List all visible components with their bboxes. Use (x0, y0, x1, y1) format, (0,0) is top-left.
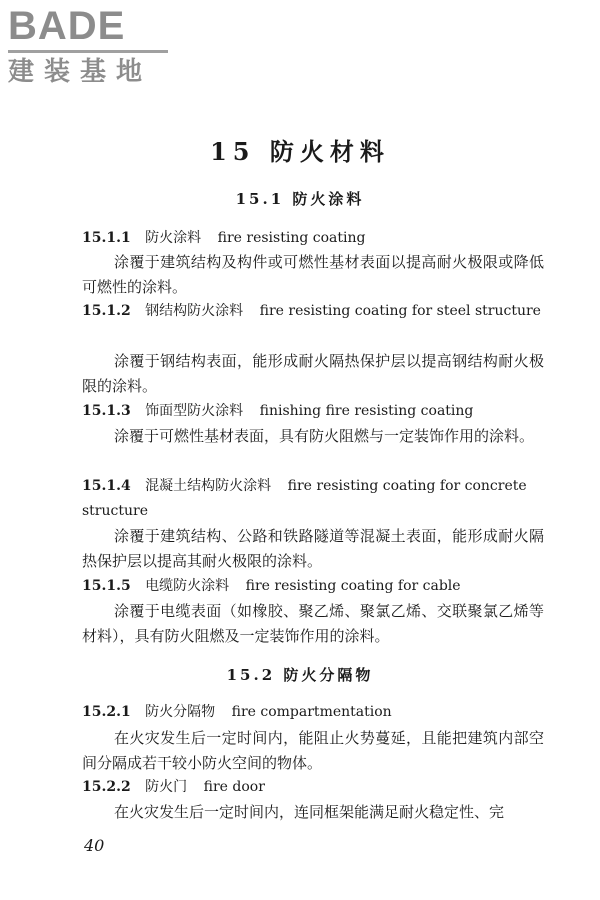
term-number: 15.1.4 (82, 478, 131, 494)
term-definition-15-1-2: 涂覆于钢结构表面，能形成耐火隔热保护层以提高钢结构耐火极限的涂料。 (82, 352, 544, 395)
term-definition-15-2-2: 在火灾发生后一定时间内，连同框架能满足耐火稳定性、完 (114, 803, 505, 821)
term-definition-15-1-5: 涂覆于电缆表面（如橡胶、聚乙烯、聚氯乙烯、交联聚氯乙烯等材料），具有防火阻燃及一定装饰作用的涂料。 (82, 602, 544, 645)
term-english: fire resisting coating for concrete structure (82, 478, 527, 519)
watermark-brand-chinese: 建装基地 (8, 57, 153, 87)
term-english: fire compartmentation (231, 704, 392, 720)
term-english: fire resisting coating for cable (245, 578, 461, 594)
term-chinese: 防火分隔物 (145, 704, 216, 720)
term-chinese: 钢结构防火涂料 (145, 303, 244, 319)
term-definition-15-2-1: 在火灾发生后一定时间内，能阻止火势蔓延，且能把建筑内部空间分隔成若干较小防火空间的物体。 (82, 729, 544, 772)
term-number: 15.1.1 (82, 230, 131, 246)
term-entry-15-2-2 (82, 775, 542, 800)
term-entry-15-1-3 (82, 399, 542, 424)
term-english: fire resisting coating (217, 230, 366, 246)
term-definition-15-1-4: 涂覆于建筑结构、公路和铁路隧道等混凝土表面，能形成耐火隔热保护层以提高其耐火极限的涂料。 (82, 527, 544, 570)
term-english: fire resisting coating for steel structure (259, 303, 541, 319)
term-english: fire door (203, 779, 265, 795)
term-chinese: 电缆防火涂料 (145, 578, 230, 594)
term-entry-15-1-1 (82, 226, 542, 251)
term-definition-15-1-3: 涂覆于可燃性基材表面，具有防火阻燃与一定装饰作用的涂料。 (114, 427, 535, 445)
term-chinese: 防火门 (145, 779, 188, 795)
term-definition-15-1-1: 涂覆于建筑结构及构件或可燃性基材表面以提高耐火极限或降低可燃性的涂料。 (82, 253, 544, 296)
term-entry-15-1-2 (82, 299, 542, 324)
term-number: 15.1.5 (82, 578, 131, 594)
term-number: 15.1.2 (82, 303, 131, 319)
chapter-title: 15 防火材料 (210, 137, 390, 166)
watermark-rule (8, 50, 168, 53)
term-chinese: 饰面型防火涂料 (145, 403, 244, 419)
term-english: finishing fire resisting coating (259, 403, 474, 419)
page-number: 40 (84, 836, 105, 855)
term-entry-15-1-4 (82, 474, 542, 524)
term-number: 15.2.1 (82, 704, 131, 720)
term-number: 15.1.3 (82, 403, 131, 419)
term-chinese: 混凝土结构防火涂料 (145, 478, 272, 494)
watermark-logo (8, 4, 178, 87)
term-entry-15-1-5 (82, 574, 542, 599)
section-title-15-1: 15.1 防火涂料 (235, 190, 365, 208)
watermark-brand-latin: BADE (8, 4, 126, 48)
section-title-15-2: 15.2 防火分隔物 (226, 666, 374, 684)
term-entry-15-2-1 (82, 700, 542, 725)
term-chinese: 防火涂料 (145, 230, 202, 246)
term-number: 15.2.2 (82, 779, 131, 795)
